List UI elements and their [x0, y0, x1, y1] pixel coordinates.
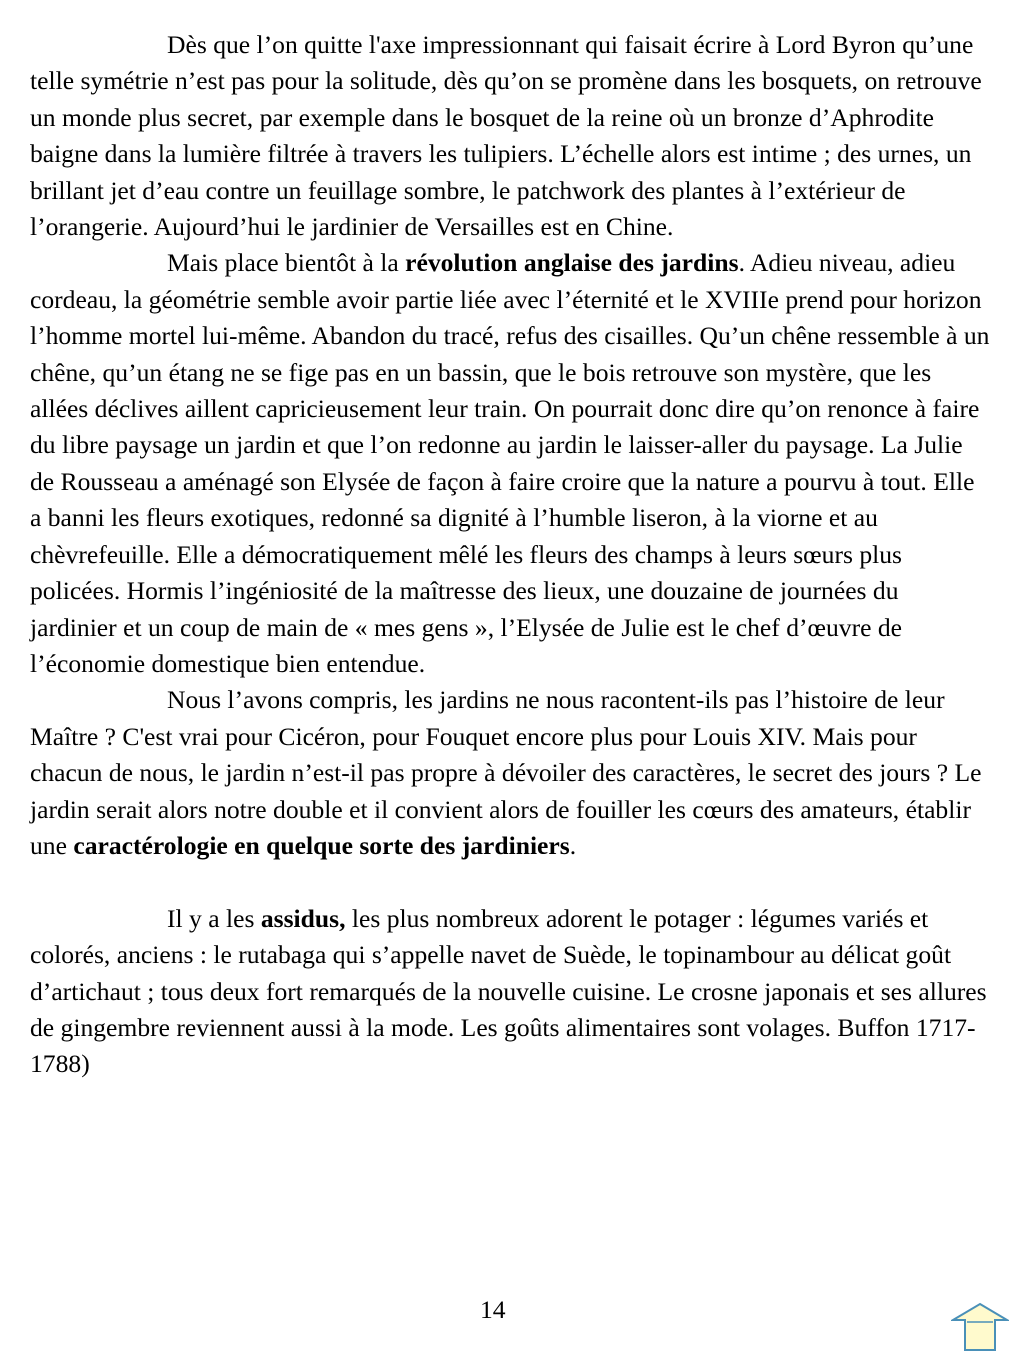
paragraph-assidus: [30, 901, 990, 1083]
text-run: Dès que l’on quitte l'axe impressionnant qui faisait écrire à Lord Byron qu’une telle symétrie n’est pas pour la solitude, dès qu’on se promène dans les bosquets, on retrouve un monde plus secret, par exemple dans le bosquet de la reine où un bronze d’Aphrodite baigne dans la lumière filtrée à travers les tulipiers. L’échelle alors est intime ; des urnes, un brillant jet d’eau contre un feuillage sombre, le patchwork des plantes à l’extérieur de l’orangerie. Aujourd’hui le jardinier de Versailles est en Chine.: [30, 30, 982, 242]
bold-phrase-caracterologie: caractérologie en quelque sorte des jardiniers: [73, 830, 570, 860]
document-body: [30, 27, 990, 1083]
text-run: Mais place bientôt à la: [167, 248, 406, 278]
paragraph-spacer: [30, 864, 990, 900]
paragraph-english-revolution: [30, 245, 990, 682]
page-number: 14: [480, 1295, 506, 1324]
text-run: . Adieu niveau, adieu cordeau, la géométrie semble avoir partie liée avec l’éternité et le XVIIIe prend pour horizon l’homme mortel lui-même. Abandon du tracé, refus des cisailles. Qu’un chêne ressemble à un chêne, qu’un étang ne se fige pas en un bassin, que le bois retrouve son mystère, que les allées déclives aillent capricieusement leur train. On pourrait donc dire qu’on renonce à faire du libre paysage un jardin et que l’on redonne au jardin le laisser-aller du paysage. La Julie de Rousseau a aménagé son Elysée de façon à faire croire que la nature a pourvu à tout. Elle a banni les fleurs exotiques, redonné sa dignité à l’humble liseron, à la viorne et au chèvrefeuille. Elle a démocratiquement mêlé les fleurs des champs à leurs sœurs plus policées. Hormis l’ingéniosité de la maîtresse des lieux, une douzaine de journées du jardinier et un coup de main de « mes gens », l’Elysée de Julie est le chef d’œuvre de l’économie domestique bien entendue.: [30, 248, 990, 678]
text-run: les plus nombreux adorent le potager : légumes variés et colorés, anciens : le rutabaga qui s’appelle navet de Suède, le topinambour au délicat goût d’artichaut ; tous deux fort remarqués de la nouvelle cuisine. Le crosne japonais et ses allures de gingembre reviennent aussi à la mode. Les goûts alimentaires sont volages. Buffon 1717-1788): [30, 903, 987, 1079]
paragraph-gardens-masters: [30, 682, 990, 864]
bold-phrase-assidus: assidus,: [260, 903, 346, 933]
text-run: Il y a les: [167, 903, 261, 933]
text-run: .: [569, 830, 577, 860]
back-to-top-button[interactable]: [951, 1302, 1009, 1352]
paragraph-versailles: [30, 27, 990, 245]
up-arrow-icon: [951, 1302, 1009, 1352]
bold-phrase-revolution: révolution anglaise des jardins: [405, 248, 739, 278]
text-run: Nous l’avons compris, les jardins ne nous racontent-ils pas l’histoire de leur Maître ? C'est vrai pour Cicéron, pour Fouquet encore plus pour Louis XIV. Mais pour chacun de nous, le jardin n’est-il pas propre à dévoiler des caractères, le secret des jours ? Le jardin serait alors notre double et il convient alors de fouiller les cœurs des amateurs, établir une: [30, 685, 982, 860]
